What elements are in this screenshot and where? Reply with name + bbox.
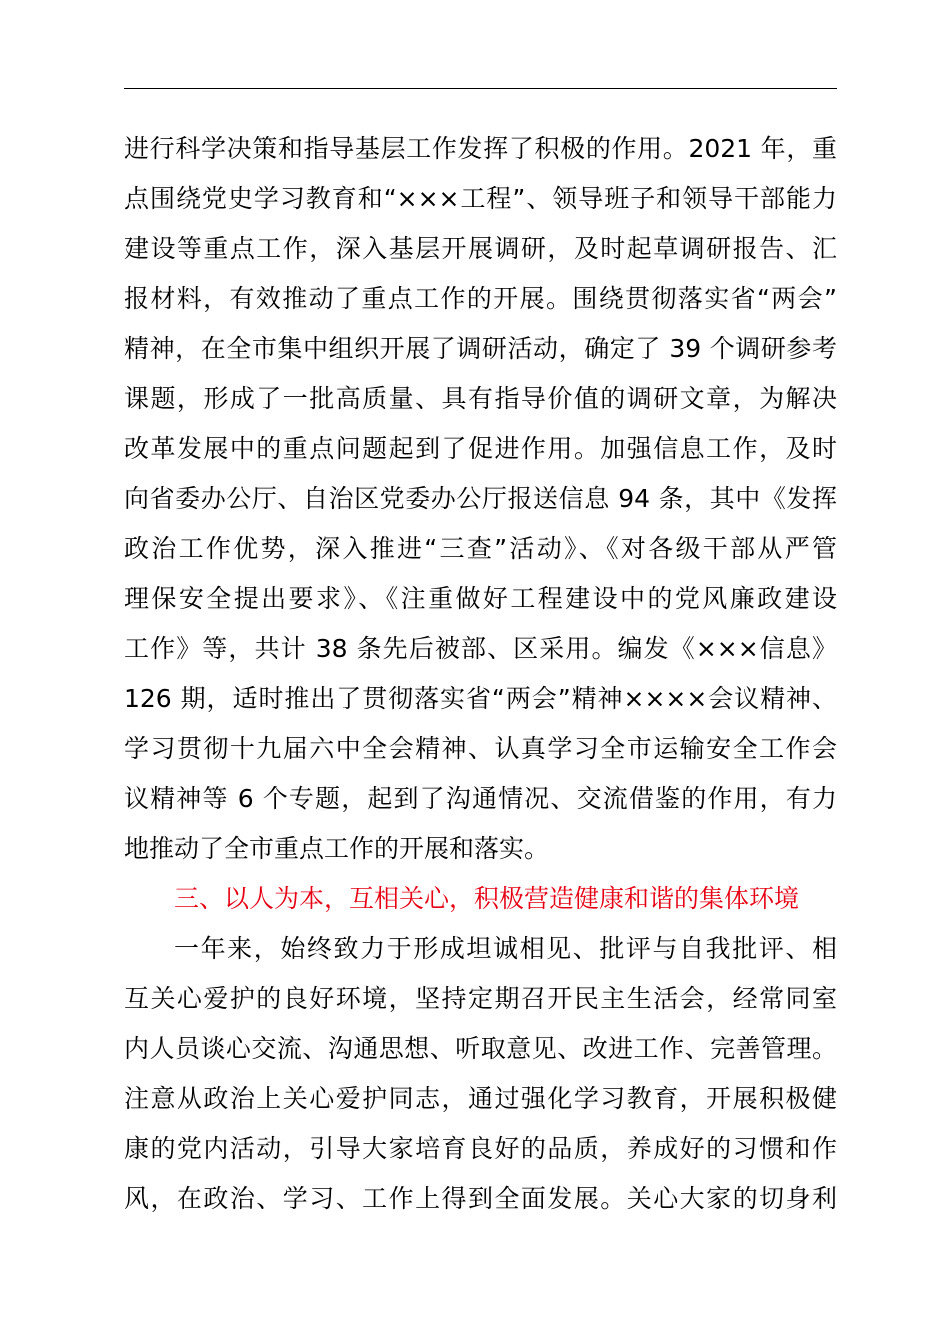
text-line: 地推动了全市重点工作的开展和落实。 [124, 834, 550, 863]
text-line: 126 期，适时推出了贯彻落实省“两会”精神××××会议精神、 [124, 684, 837, 713]
text-line: 课题，形成了一批高质量、具有指导价值的调研文章，为解决 [124, 384, 837, 413]
text-line: 注意从政治上关心爱护同志，通过强化学习教育，开展积极健 [124, 1084, 837, 1113]
text-line: 一年来，始终致力于形成坦诚相见、批评与自我批评、相 [174, 934, 837, 963]
text-line: 学习贯彻十九届六中全会精神、认真学习全市运输安全工作会 [124, 734, 837, 763]
text-line: 理保安全提出要求》、《注重做好工程建设中的党风廉政建设 [124, 584, 837, 613]
text-line: 建设等重点工作，深入基层开展调研，及时起草调研报告、汇 [124, 234, 837, 263]
text-line: 政治工作优势，深入推进“三查”活动》、《对各级干部从严管 [124, 534, 837, 563]
text-line: 工作》等，共计 38 条先后被部、区采用。编发《×××信息》 [124, 634, 837, 663]
text-line: 康的党内活动，引导大家培育良好的品质，养成好的习惯和作 [124, 1134, 837, 1163]
header-rule [124, 88, 837, 89]
text-line: 互关心爱护的良好环境，坚持定期召开民主生活会，经常同室 [124, 984, 837, 1013]
text-line: 精神，在全市集中组织开展了调研活动，确定了 39 个调研参考 [124, 334, 837, 363]
text-line: 风，在政治、学习、工作上得到全面发展。关心大家的切身利 [124, 1184, 837, 1213]
text-line: 报材料，有效推动了重点工作的开展。围绕贯彻落实省“两会” [124, 284, 837, 313]
document-body [124, 124, 837, 1224]
paragraph-1 [124, 124, 837, 874]
text-line: 进行科学决策和指导基层工作发挥了积极的作用。2021 年，重 [124, 134, 837, 163]
text-line: 改革发展中的重点问题起到了促进作用。加强信息工作，及时 [124, 434, 837, 463]
section-heading: 三、以人为本，互相关心，积极营造健康和谐的集体环境 [174, 884, 800, 913]
text-line: 内人员谈心交流、沟通思想、听取意见、改进工作、完善管理。 [124, 1034, 837, 1063]
paragraph-2 [124, 924, 837, 1224]
text-line: 向省委办公厅、自治区党委办公厅报送信息 94 条，其中《发挥 [124, 484, 837, 513]
text-line: 议精神等 6 个专题，起到了沟通情况、交流借鉴的作用，有力 [124, 784, 837, 813]
text-line: 点围绕党史学习教育和“×××工程”、领导班子和领导干部能力 [124, 184, 837, 213]
